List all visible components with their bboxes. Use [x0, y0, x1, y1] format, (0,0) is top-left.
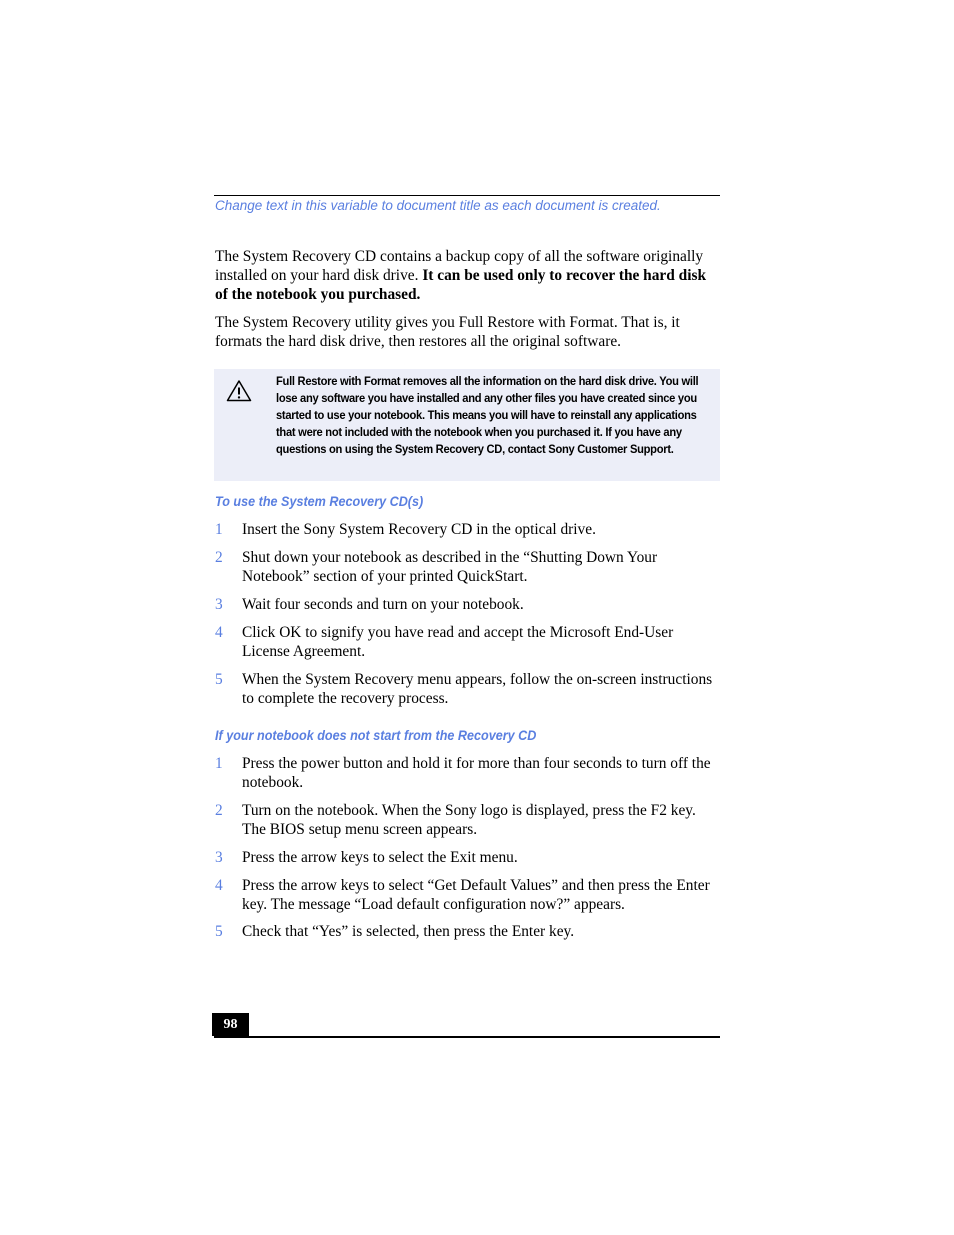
step-text: Click OK to signify you have read and accept the Microsoft End-User License Agreement. [242, 624, 674, 660]
warning-text: Full Restore with Format removes all the information on the hard disk drive. You will lose any software you have installed and any other files you have created since you started to use your notebook. This means you will have to reinstall any applications that were not included with the notebook when you purchased it. If you have any questions on using the System Recovery CD, contact Sony Customer Support. [276, 374, 699, 456]
step-number: 1 [215, 521, 223, 538]
step-text: Turn on the notebook. When the Sony logo is displayed, press the F2 key. The BIOS setup menu screen appears. [242, 802, 696, 838]
step-number: 4 [215, 877, 223, 894]
step-text: When the System Recovery menu appears, follow the on-screen instructions to complete the recovery process. [242, 671, 713, 707]
step-number: 5 [215, 671, 223, 688]
warning-callout [214, 369, 720, 481]
step-text: Shut down your notebook as described in the “Shutting Down Your Notebook” section of your printed QuickStart. [242, 549, 658, 585]
page-number: 98 [212, 1013, 249, 1036]
running-title: Change text in this variable to document title as each document is created. [215, 198, 661, 213]
section-heading-not-start-from-cd: If your notebook does not start from the Recovery CD [215, 727, 537, 743]
intro-paragraph-1-bold: It can be used only to recover the hard disk of the notebook you purchased. [215, 267, 707, 303]
footer-rule [214, 1036, 720, 1038]
step-number: 5 [215, 923, 223, 940]
step-text: Press the arrow keys to select “Get Default Values” and then press the Enter key. The message “Load default configuration now?” appears. [242, 877, 710, 913]
intro-paragraph-1-regular: The System Recovery CD contains a backup copy of all the software originally installed on your hard disk drive. [215, 248, 704, 284]
step-text: Press the arrow keys to select the Exit menu. [242, 849, 518, 866]
intro-paragraph-1 [215, 247, 720, 304]
section-heading-use-recovery-cd: To use the System Recovery CD(s) [215, 493, 424, 509]
step-text: Check that “Yes” is selected, then press the Enter key. [242, 923, 575, 940]
step-text: Press the power button and hold it for more than four seconds to turn off the notebook. [242, 755, 711, 791]
step-text: Insert the Sony System Recovery CD in the optical drive. [242, 521, 596, 538]
step-text: Wait four seconds and turn on your notebook. [242, 596, 524, 613]
step-number: 2 [215, 802, 223, 819]
step-number: 4 [215, 624, 223, 641]
step-number: 3 [215, 849, 223, 866]
step-number: 3 [215, 596, 223, 613]
intro-paragraph-2: The System Recovery utility gives you Full Restore with Format. That is, it formats the hard disk drive, then restores all the original software. [215, 314, 680, 350]
warning-triangle-icon [226, 379, 252, 403]
step-number: 1 [215, 755, 223, 772]
header-rule [214, 195, 720, 196]
step-number: 2 [215, 549, 223, 566]
